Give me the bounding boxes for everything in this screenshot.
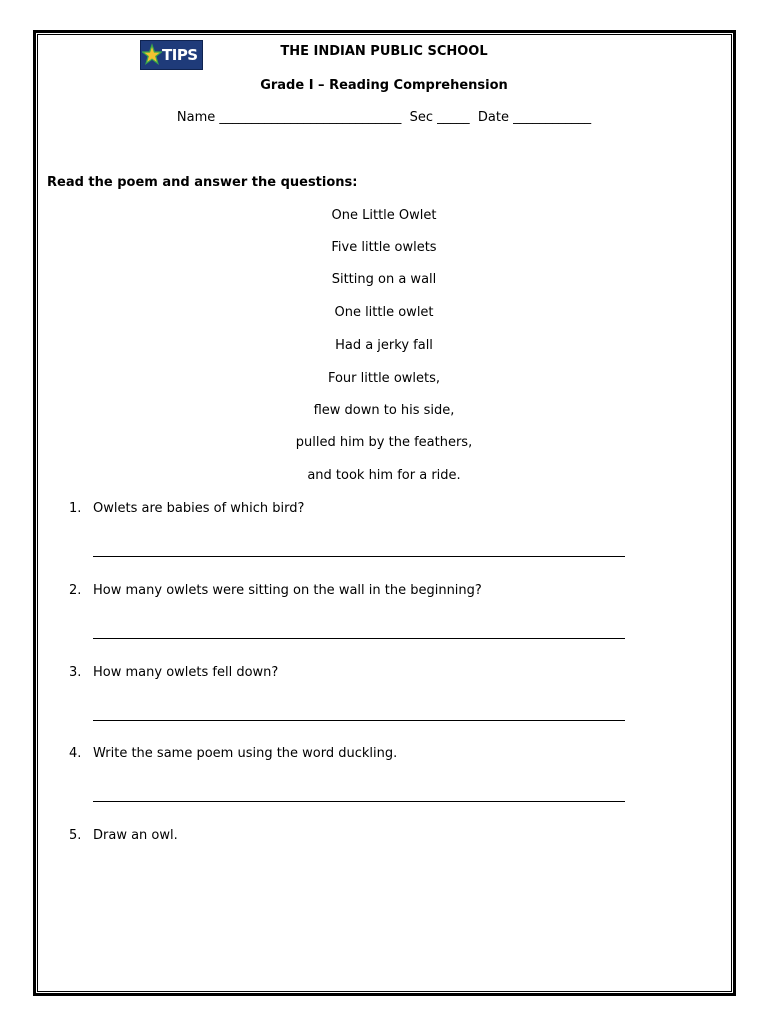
question-text: Draw an owl. [93,828,178,843]
question-text: Owlets are babies of which bird? [93,501,305,516]
answer-line[interactable] [93,720,625,721]
poem-line: Sitting on a wall [331,272,437,287]
question-text: How many owlets were sitting on the wall in the beginning? [93,583,482,598]
student-fields-line: Name ____________________________ Sec _____ Date ____________ [176,110,592,125]
answer-line[interactable] [93,638,625,639]
question-number: 3. [69,665,82,680]
poem-line: One little owlet [334,305,434,320]
poem-line: flew down to his side, [313,403,455,418]
question-text: Write the same poem using the word duckling. [93,746,398,761]
poem-title: One Little Owlet [331,208,437,223]
school-name: THE INDIAN PUBLIC SCHOOL [280,44,488,59]
answer-line[interactable] [93,556,625,557]
answer-line[interactable] [93,801,625,802]
question-text: How many owlets fell down? [93,665,279,680]
question-number: 2. [69,583,82,598]
poem-line: and took him for a ride. [307,468,461,483]
poem-line: pulled him by the feathers, [295,435,473,450]
question-number: 1. [69,501,82,516]
question-number: 4. [69,746,82,761]
poem-line: Five little owlets [331,240,437,255]
question-number: 5. [69,828,82,843]
worksheet-subtitle: Grade I – Reading Comprehension [260,78,508,93]
poem-line: Four little owlets, [327,371,441,386]
instructions-text: Read the poem and answer the questions: [47,175,358,190]
logo-text: TIPS [162,46,198,64]
poem-line: Had a jerky fall [335,338,433,353]
